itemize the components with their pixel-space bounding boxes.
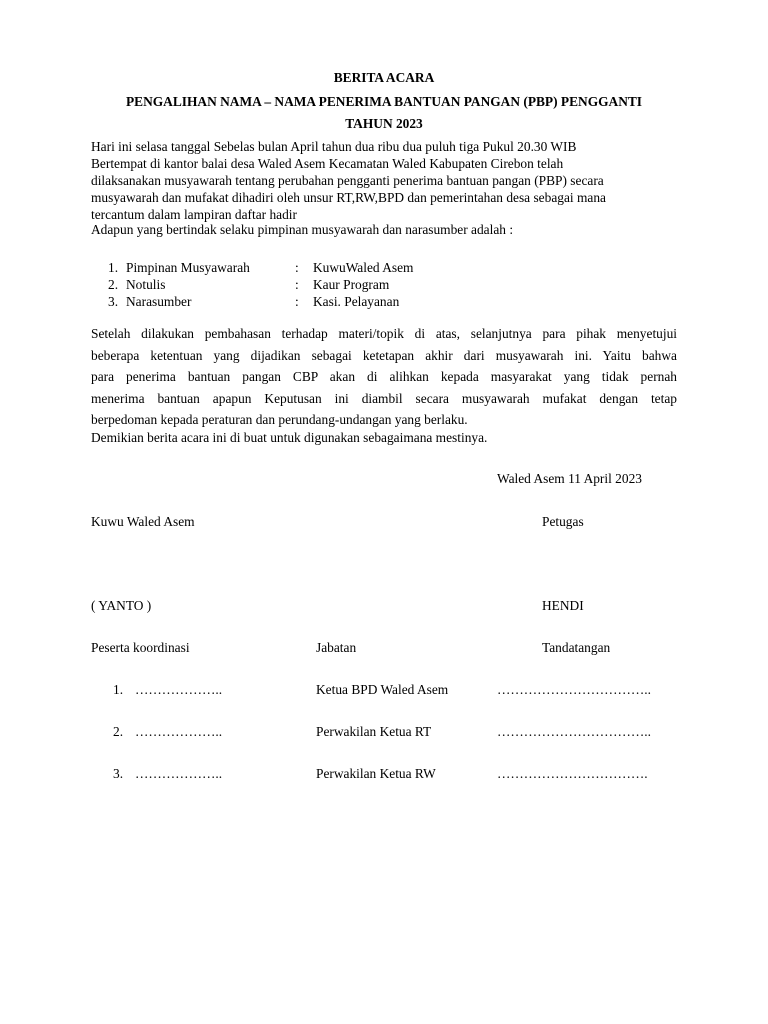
header-participant: Peserta koordinasi: [91, 640, 190, 655]
discussion-line: para penerima bantuan pangan CBP akan di alihkan kepada masyarakat yang tidak pernah: [91, 369, 677, 385]
leader-number: 3.: [108, 294, 119, 309]
header-position: Jabatan: [316, 640, 357, 655]
participant-signature-blank: ……………………………..: [497, 682, 651, 697]
participant-signature-blank: …………………………….: [497, 766, 648, 781]
participant-position: Perwakilan Ketua RW: [316, 766, 436, 781]
discussion-paragraph: [91, 323, 677, 431]
leader-name: KuwuWaled Asem: [313, 260, 414, 275]
document-year: TAHUN 2023: [345, 116, 423, 131]
leader-separator: :: [295, 260, 299, 275]
intro-line: musyawarah dan mufakat dihadiri oleh unsur RT,RW,BPD dan pemerintahan desa sebagai mana: [91, 190, 606, 205]
leader-name: Kaur Program: [313, 277, 390, 292]
participant-number: 2.: [113, 724, 124, 739]
signature-left-title: Kuwu Waled Asem: [91, 514, 195, 529]
discussion-line: berpedoman kepada peraturan dan perundang-undangan yang berlaku.: [91, 412, 468, 428]
leader-number: 1.: [108, 260, 119, 275]
signature-right-name: HENDI: [542, 598, 584, 613]
intro-line: Hari ini selasa tanggal Sebelas bulan April tahun dua ribu dua puluh tiga Pukul 20.30 WIB: [91, 139, 577, 154]
leader-role: Notulis: [126, 277, 166, 292]
participant-position: Perwakilan Ketua RT: [316, 724, 432, 739]
intro-line: tercantum dalam lampiran daftar hadir: [91, 207, 297, 222]
participant-number: 3.: [113, 766, 124, 781]
signature-left-name: ( YANTO ): [91, 598, 152, 613]
discussion-line: Setelah dilakukan pembahasan terhadap materi/topik di atas, selanjutnya para pihak menyetujui: [91, 326, 677, 341]
intro-paragraph: [91, 138, 677, 223]
participant-number: 1.: [113, 682, 124, 697]
intro-line: Bertempat di kantor balai desa Waled Asem Kecamatan Waled Kabupaten Cirebon telah: [91, 156, 564, 171]
leader-role: Pimpinan Musyawarah: [126, 260, 250, 275]
closing-statement: Demikian berita acara ini di buat untuk digunakan sebagaimana mestinya.: [91, 430, 488, 445]
discussion-line: beberapa ketentuan yang dijadikan sebagai ketetapan akhir dari musyawarah ini. Yaitu bahwa: [91, 347, 677, 363]
header-signature: Tandatangan: [542, 640, 611, 655]
place-date: Waled Asem 11 April 2023: [497, 471, 642, 486]
discussion-line: menerima bantuan apapun Keputusan ini diambil secara musyawarah mufakat dengan tetap: [91, 390, 677, 406]
leader-separator: :: [295, 294, 299, 309]
document-title: BERITA ACARA: [333, 70, 435, 85]
participant-name-blank: ………………..: [135, 682, 223, 697]
signature-right-title: Petugas: [542, 514, 584, 529]
participant-position: Ketua BPD Waled Asem: [316, 682, 449, 697]
leader-number: 2.: [108, 277, 119, 292]
leader-role: Narasumber: [126, 294, 192, 309]
participant-signature-blank: ……………………………..: [497, 724, 651, 739]
document-subtitle: PENGALIHAN NAMA – NAMA PENERIMA BANTUAN PANGAN (PBP) PENGGANTI: [125, 94, 643, 109]
intro-line: dilaksanakan musyawarah tentang perubahan pengganti penerima bantuan pangan (PBP) secara: [91, 173, 604, 188]
leaders-intro: Adapun yang bertindak selaku pimpinan musyawarah dan narasumber adalah :: [91, 222, 514, 237]
participant-name-blank: ………………..: [135, 766, 223, 781]
leader-name: Kasi. Pelayanan: [313, 294, 400, 309]
leader-separator: :: [295, 277, 299, 292]
participant-name-blank: ………………..: [135, 724, 223, 739]
